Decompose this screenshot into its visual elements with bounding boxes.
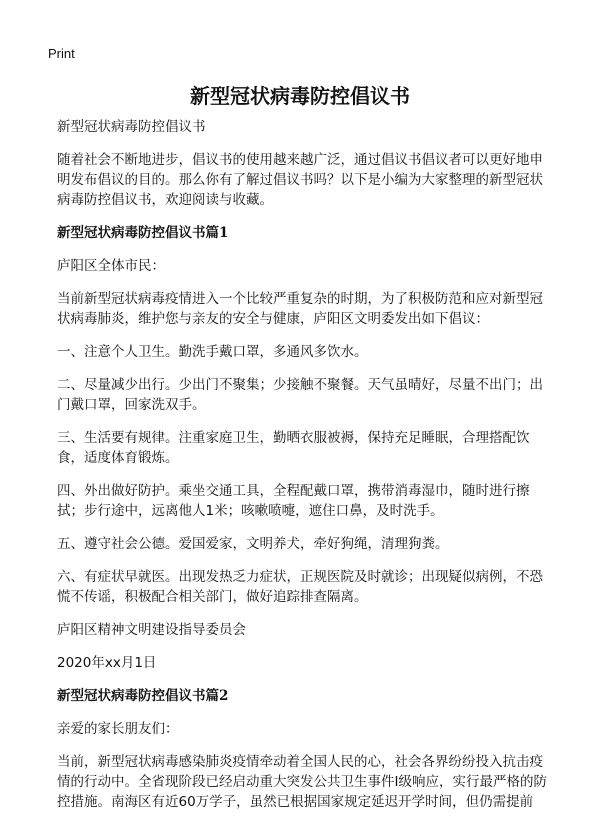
document-body	[57, 117, 552, 825]
print-label: Print	[48, 46, 75, 61]
section-1-item: 三、生活要有规律。注重家庭卫生，勤晒衣服被褥，保持充足睡眠，合理搭配饮食，适度体育锻炼。	[57, 430, 530, 466]
section-1-item: 一、注意个人卫生。勤洗手戴口罩，多通风多饮水。	[57, 344, 368, 360]
section-1-item: 二、尽量减少出行。少出门不聚集；少接触不聚餐。天气虽晴好，尽量不出门；出门戴口罩，回家洗双手。	[57, 377, 543, 413]
section-1-signature: 庐阳区精神文明建设指导委员会	[57, 622, 246, 638]
section-1-salutation: 庐阳区全体市民：	[57, 258, 165, 274]
section-1-opening: 当前新型冠状病毒疫情进入一个比较严重复杂的时期，为了积极防范和应对新型冠状病毒肺炎，维护您与亲友的安全与健康，庐阳区文明委发出如下倡议：	[57, 291, 543, 327]
section-2-body: 当前，新型冠状病毒感染肺炎疫情牵动着全国人民的心，社会各界纷纷投入抗击疫情的行动中。全省现阶段已经启动重大突发公共卫生事件Ⅰ级响应，实行最严格的防控措施。南海区有近60万学子，虽然已根据国家规定延迟开学时间，但仍需提前	[57, 754, 547, 810]
page-title: 新型冠状病毒防控倡议书	[190, 84, 410, 108]
section-1-item: 六、有症状早就医。出现发热乏力症状，正规医院及时就诊；出现疑似病例，不恐慌不传谣，积极配合相关部门，做好追踪排查隔离。	[57, 569, 543, 605]
section-1-heading: 新型冠状病毒防控倡议书篇1	[57, 225, 229, 241]
section-2-heading: 新型冠状病毒防控倡议书篇2	[57, 688, 229, 704]
document-subtitle: 新型冠状病毒防控倡议书	[57, 119, 206, 135]
section-1-item: 五、遵守社会公德。爱国爱家，文明养犬，牵好狗绳，清理狗粪。	[57, 536, 449, 552]
section-1-item: 四、外出做好防护。乘坐交通工具，全程配戴口罩，携带消毒湿巾，随时进行擦拭；步行途中，远离他人1米；咳嗽喷嚏，遮住口鼻，及时洗手。	[57, 483, 530, 519]
intro-paragraph: 随着社会不断地进步，倡议书的使用越来越广泛，通过倡议书倡议者可以更好地申明发布倡议的目的。那么你有了解过倡议书吗？以下是小编为大家整理的新型冠状病毒防控倡议书，欢迎阅读与收藏。	[57, 152, 543, 208]
section-2-salutation: 亲爱的家长朋友们：	[57, 721, 179, 737]
section-1-date: 2020年xx月1日	[57, 655, 157, 671]
